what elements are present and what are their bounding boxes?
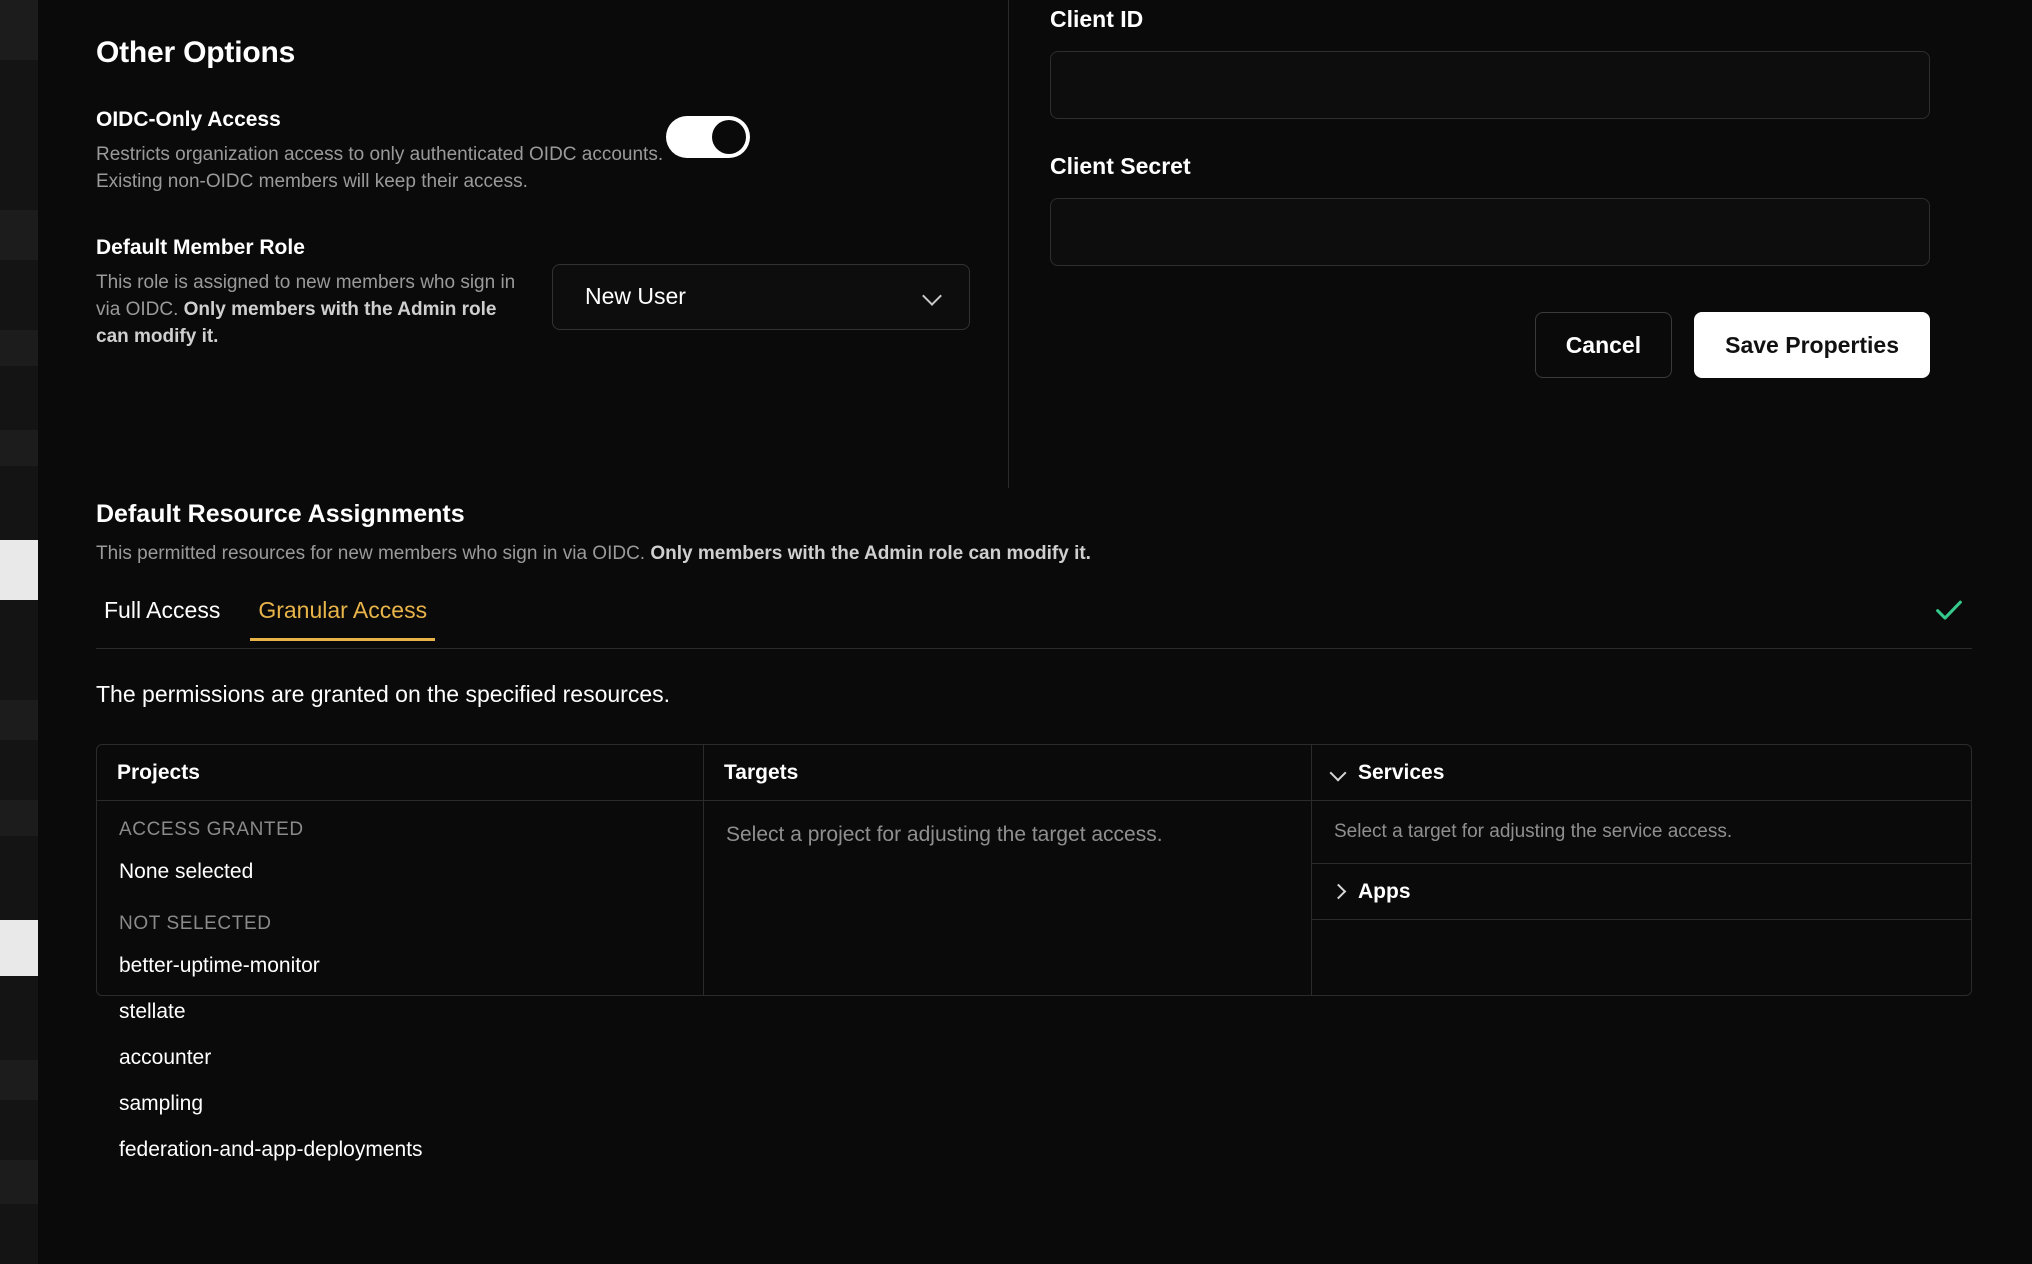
tab-granular-access[interactable]: Granular Access	[250, 597, 435, 641]
services-column-header[interactable]	[1312, 745, 1971, 801]
default-member-role-select[interactable]	[552, 264, 970, 330]
client-id-label: Client ID	[1050, 6, 1144, 32]
edge-blob	[0, 800, 38, 836]
default-member-role-description	[96, 270, 526, 351]
client-secret-label: Client Secret	[1050, 153, 1191, 179]
client-id-input[interactable]	[1050, 51, 1930, 119]
permissions-note: The permissions are granted on the specified resources.	[96, 681, 671, 707]
chevron-right-icon	[1332, 884, 1348, 900]
access-granted-label: ACCESS GRANTED	[119, 819, 304, 840]
edge-blob	[0, 1060, 38, 1100]
edge-blob	[0, 540, 38, 600]
default-member-role-value: New User	[585, 283, 686, 310]
edge-blob	[0, 1160, 38, 1204]
role-desc-part1: This role is assigned to new members who sign in via OIDC.	[96, 271, 516, 320]
projects-header-label: Projects	[117, 760, 200, 784]
chevron-down-icon	[1332, 765, 1348, 781]
resource-selector-panel	[96, 744, 1972, 1161]
edge-blob	[0, 700, 38, 740]
default-resource-assignments-section	[96, 500, 1972, 1161]
list-item[interactable]: better-uptime-monitor	[119, 954, 320, 977]
dra-desc-strong: Only members with the Admin role can modify it.	[650, 543, 1091, 564]
access-mode-tabs	[96, 597, 1972, 649]
default-resource-assignments-description	[96, 543, 1972, 565]
edge-blob	[0, 430, 38, 466]
oidc-only-access-row	[96, 108, 986, 196]
services-group-apps[interactable]	[1312, 864, 1971, 920]
page-title: Other Options	[96, 36, 296, 69]
role-desc-strong: Only members with the Admin role can modify it.	[96, 298, 497, 347]
client-secret-input[interactable]	[1050, 198, 1930, 266]
targets-header-label: Targets	[724, 760, 799, 784]
settings-content	[38, 0, 2032, 1264]
dra-desc-part1: This permitted resources for new members who sign in via OIDC.	[96, 543, 651, 564]
check-icon[interactable]	[1932, 593, 1966, 627]
default-resource-assignments-title: Default Resource Assignments	[96, 500, 465, 528]
default-member-role-row	[96, 236, 986, 366]
oidc-only-access-label: OIDC-Only Access	[96, 108, 281, 131]
edge-blob	[0, 210, 38, 260]
targets-column-header	[704, 745, 1311, 801]
default-member-role-label: Default Member Role	[96, 235, 305, 259]
default-member-role-text	[96, 236, 526, 351]
browser-edge-strip	[0, 0, 38, 1264]
services-column	[1312, 745, 1971, 995]
list-item[interactable]: accounter	[119, 1046, 212, 1069]
edge-blob	[0, 330, 38, 366]
access-granted-value: None selected	[119, 860, 254, 883]
not-selected-label: NOT SELECTED	[119, 913, 272, 934]
cancel-button[interactable]: Cancel	[1535, 312, 1672, 378]
form-actions	[1050, 312, 1930, 378]
oidc-desc-line-1: Restricts organization access to only authenticated OIDC accounts.	[96, 144, 664, 165]
oidc-desc-line-2: Existing non-OIDC members will keep their access.	[96, 170, 528, 192]
list-item[interactable]: federation-and-app-deployments	[119, 1138, 423, 1161]
toggle-knob	[712, 120, 746, 154]
oidc-credentials-panel	[1050, 0, 1940, 378]
targets-column	[704, 745, 1312, 995]
list-item[interactable]: stellate	[119, 1000, 186, 1023]
chevron-down-icon	[923, 287, 943, 307]
services-group-apps-label: Apps	[1358, 879, 1411, 903]
edge-blob	[0, 0, 38, 60]
list-item[interactable]: sampling	[119, 1092, 204, 1115]
edge-blob	[0, 920, 38, 976]
projects-list	[97, 801, 703, 1173]
services-placeholder: Select a target for adjusting the service access.	[1312, 801, 1971, 864]
other-options-panel	[96, 0, 986, 366]
top-section	[38, 0, 2032, 488]
services-header-label: Services	[1358, 760, 1445, 784]
targets-placeholder: Select a project for adjusting the target access.	[726, 823, 1163, 846]
tab-full-access[interactable]: Full Access	[104, 597, 221, 623]
column-divider	[1008, 0, 1009, 488]
oidc-only-access-toggle[interactable]	[666, 116, 750, 158]
save-properties-button[interactable]: Save Properties	[1694, 312, 1930, 378]
projects-column	[97, 745, 704, 1161]
projects-column-header	[97, 745, 703, 801]
